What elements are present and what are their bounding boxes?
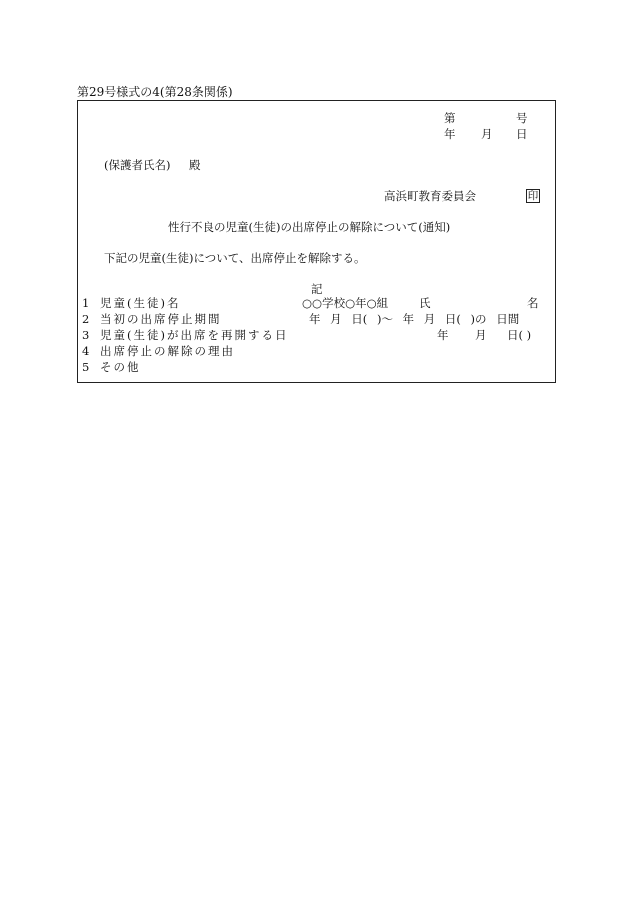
item-2-number: 2 <box>82 312 90 326</box>
item-4-number: 4 <box>82 344 90 358</box>
item-4-label: 出席停止の解除の理由 <box>100 344 235 358</box>
ki-marker: 記 <box>311 282 323 296</box>
addressee-name: (保護者氏名) <box>104 158 171 172</box>
addressee-honorific: 殿 <box>189 158 201 172</box>
issuer-name: 高浜町教育委員会 <box>384 189 476 203</box>
item-1-shi: 氏 <box>419 296 431 310</box>
item-2-period: 年 月 日( )〜 年 月 日( )の 日間 <box>309 312 520 326</box>
item-3-label: 児童(生徒)が出席を再開する日 <box>100 328 289 342</box>
form-label: 第29号様式の4(第28条関係) <box>77 85 233 99</box>
item-1-mei: 名 <box>527 296 539 310</box>
date-month: 月 <box>481 127 493 141</box>
item-2-label: 当初の出席停止期間 <box>100 312 222 326</box>
item-3-day: 日( ) <box>507 328 532 342</box>
number-dai: 第 <box>444 111 456 125</box>
item-3-month: 月 <box>475 328 487 342</box>
item-3-number: 3 <box>82 328 90 342</box>
notice-title: 性行不良の児童(生徒)の出席停止の解除について(通知) <box>168 220 451 234</box>
date-year: 年 <box>444 127 456 141</box>
item-5-label: その他 <box>100 360 141 374</box>
item-1-label: 児童(生徒)名 <box>100 296 181 310</box>
item-1-number: 1 <box>82 296 90 310</box>
seal-mark: 印 <box>527 190 539 202</box>
item-3-year: 年 <box>437 328 449 342</box>
number-go: 号 <box>516 111 528 125</box>
item-1-school-class: ○○学校○年○組 <box>302 296 389 310</box>
notice-body: 下記の児童(生徒)について、出席停止を解除する。 <box>104 251 366 265</box>
date-day: 日 <box>516 127 528 141</box>
item-5-number: 5 <box>82 360 90 374</box>
